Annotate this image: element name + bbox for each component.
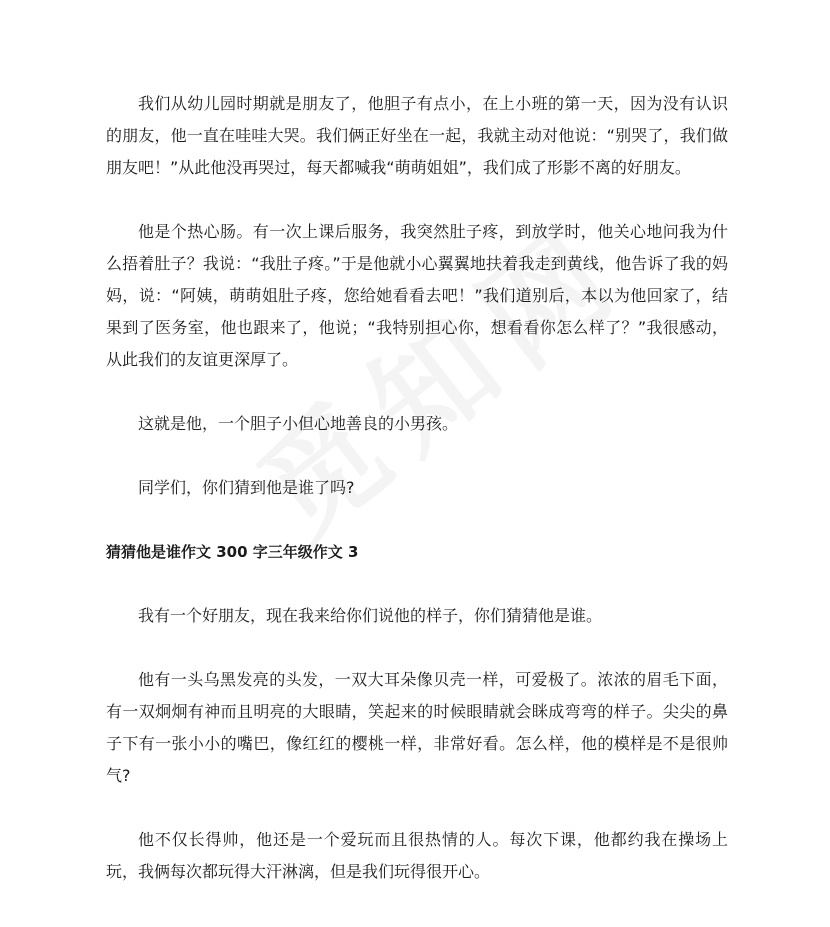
document-body	[106, 88, 728, 888]
paragraph-summary: 这就是他，一个胆子小但心地善良的小男孩。	[138, 414, 459, 433]
paragraph-gap	[106, 376, 728, 408]
paragraph-kind-heart: 他是个热心肠。有一次上课后服务，我突然肚子疼，到放学时，他关心地问我为什么捂着肚子？我说：“我肚子疼。”于是他就小心翼翼地扶着我走到黄线，他告诉了我的妈妈，说：“阿姨，萌萌姐肚子疼，您给她看看去吧！”我们道别后，本以为他回家了，结果到了医务室，他也跟来了，他说；“我特别担心你，想看看你怎么样了？”我很感动，从此我们的友谊更深厚了。	[106, 222, 728, 369]
paragraph-gap	[106, 504, 728, 536]
section-heading: 猜猜他是谁作文 300 字三年级作文 3	[106, 543, 359, 561]
paragraph-intro: 我有一个好朋友，现在我来给你们说他的样子，你们猜猜他是谁。	[138, 606, 603, 625]
paragraph-question: 同学们，你们猜到他是谁了吗?	[138, 478, 355, 497]
paragraph-gap	[106, 440, 728, 472]
paragraph-friendship-origin: 我们从幼儿园时期就是朋友了，他胆子有点小，在上小班的第一天，因为没有认识的朋友，他一直在哇哇大哭。我们俩正好坐在一起，我就主动对他说：“别哭了，我们做朋友吧！”从此他没再哭过，每天都喊我“萌萌姐姐”，我们成了形影不离的好朋友。	[106, 94, 728, 177]
paragraph-personality: 他不仅长得帅，他还是一个爱玩而且很热情的人。每次下课，他都约我在操场上玩，我俩每次都玩得大汗淋漓，但是我们玩得很开心。	[106, 830, 728, 881]
paragraph-gap	[106, 568, 728, 600]
paragraph-appearance: 他有一头乌黑发亮的头发，一双大耳朵像贝壳一样，可爱极了。浓浓的眉毛下面，有一双炯炯有神而且明亮的大眼睛，笑起来的时候眼睛就会眯成弯弯的样子。尖尖的鼻子下有一张小小的嘴巴，像红红的樱桃一样，非常好看。怎么样，他的模样是不是很帅气?	[106, 670, 728, 785]
paragraph-gap	[106, 792, 728, 824]
paragraph-gap	[106, 632, 728, 664]
paragraph-gap	[106, 184, 728, 216]
